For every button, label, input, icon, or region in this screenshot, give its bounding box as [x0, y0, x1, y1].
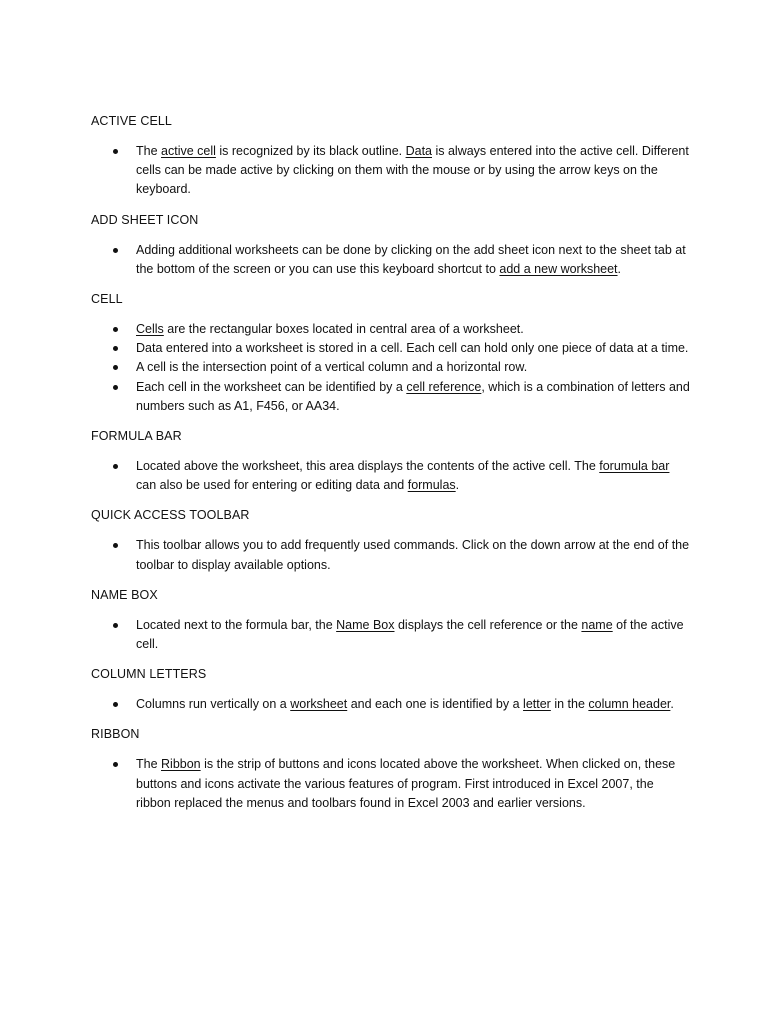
bullet-list: [91, 616, 691, 654]
bullet-item: [91, 320, 691, 339]
section: [91, 506, 691, 574]
section-heading: ADD SHEET ICON: [91, 212, 199, 227]
bullet-item: [91, 695, 691, 714]
glossary-link: worksheet: [290, 697, 348, 712]
bullet-item: [91, 241, 691, 279]
bullet-list: [91, 695, 691, 714]
bullet-list: [91, 142, 691, 200]
section-heading: NAME BOX: [91, 587, 158, 602]
text-run: Located next to the formula bar, the: [136, 617, 337, 632]
glossary-link: name: [581, 617, 613, 632]
text-run: is always entered into the active cell. Different cells can be made active by clicking on them with the mouse or by using the arrow keys on the keyboard.: [136, 144, 689, 197]
text-run: The: [136, 757, 162, 772]
glossary-link: Name Box: [336, 617, 395, 632]
bullet-list: [91, 536, 691, 574]
glossary-link: add a new worksheet: [499, 261, 618, 276]
text-run: are the rectangular boxes located in central area of a worksheet.: [163, 322, 524, 337]
text-run: Adding additional worksheets can be done by clicking on the add sheet icon next to the sheet tab at the bottom of the screen or you can use this keyboard shortcut to: [136, 242, 686, 276]
section-heading: QUICK ACCESS TOOLBAR: [91, 508, 250, 523]
section-heading: COLUMN LETTERS: [91, 667, 207, 682]
bullet-item: [91, 536, 691, 574]
text-run: in the: [550, 697, 589, 712]
text-run: .: [455, 478, 460, 493]
section-heading: FORMULA BAR: [91, 429, 182, 444]
bullet-icon: [113, 149, 118, 154]
text-run: This toolbar allows you to add frequently used commands. Click on the down arrow at the end of the toolbar to display available options.: [136, 538, 690, 572]
bullet-icon: [113, 327, 118, 332]
glossary-link: Data: [405, 144, 432, 158]
bullet-item: [91, 142, 691, 200]
bullet-item: [91, 339, 691, 358]
text-run: Data entered into a worksheet is stored in a cell. Each cell can hold only one piece of data at a time.: [136, 341, 689, 356]
bullet-list: [91, 320, 691, 416]
section-heading: ACTIVE CELL: [91, 114, 172, 128]
bullet-item: [91, 457, 691, 495]
glossary-link: active cell: [161, 144, 216, 158]
bullet-icon: [113, 623, 118, 628]
glossary-link: letter: [523, 697, 551, 712]
bullet-item: [91, 616, 691, 654]
glossary-link: cell reference: [406, 379, 482, 394]
glossary-link: forumula bar: [599, 459, 670, 474]
bullet-item: [91, 358, 691, 377]
bullet-icon: [113, 762, 118, 767]
section: [91, 290, 691, 416]
text-run: is the strip of buttons and icons located above the worksheet. When clicked on, these buttons and icons activate the various features of program. First introduced in Excel 2007, the ribbon replaced the menus and toolbars found in Excel 2003 and earlier versions.: [136, 757, 676, 810]
section-heading: RIBBON: [91, 727, 140, 742]
text-run: The: [136, 144, 162, 158]
bullet-item: [91, 755, 691, 813]
bullet-icon: [113, 464, 118, 469]
text-run: .: [617, 261, 622, 276]
bullet-list: [91, 241, 691, 279]
section: [91, 586, 691, 654]
glossary-link: column header: [588, 697, 671, 712]
text-run: of the active cell.: [136, 617, 684, 652]
bullet-icon: [113, 702, 118, 707]
text-run: is recognized by its black outline.: [215, 144, 406, 158]
document-body: [91, 112, 691, 824]
section: [91, 427, 691, 495]
bullet-icon: [113, 365, 118, 370]
section: [91, 211, 691, 279]
bullet-icon: [113, 346, 118, 351]
text-run: , which is a combination of letters and numbers such as A1, F456, or AA34.: [136, 379, 690, 413]
bullet-icon: [113, 248, 118, 253]
text-run: A cell is the intersection point of a vertical column and a horizontal row.: [136, 360, 528, 375]
text-run: Located above the worksheet, this area displays the contents of the active cell. The: [136, 459, 600, 474]
text-run: displays the cell reference or the: [394, 617, 582, 632]
bullet-list: [91, 755, 691, 813]
text-run: .: [670, 697, 674, 712]
section: [91, 112, 691, 200]
text-run: and each one is identified by a: [347, 697, 524, 712]
bullet-icon: [113, 543, 118, 548]
section: [91, 665, 691, 714]
bullet-item: [91, 378, 691, 416]
section: [91, 725, 691, 813]
glossary-link: Ribbon: [161, 757, 201, 772]
bullet-icon: [113, 385, 118, 390]
text-run: Columns run vertically on a: [136, 697, 291, 712]
glossary-link: formulas: [407, 478, 456, 493]
text-run: Each cell in the worksheet can be identified by a: [136, 379, 407, 394]
text-run: can also be used for entering or editing data and: [136, 478, 408, 493]
section-heading: CELL: [91, 292, 123, 307]
bullet-list: [91, 457, 691, 495]
glossary-link: Cells: [136, 322, 164, 337]
